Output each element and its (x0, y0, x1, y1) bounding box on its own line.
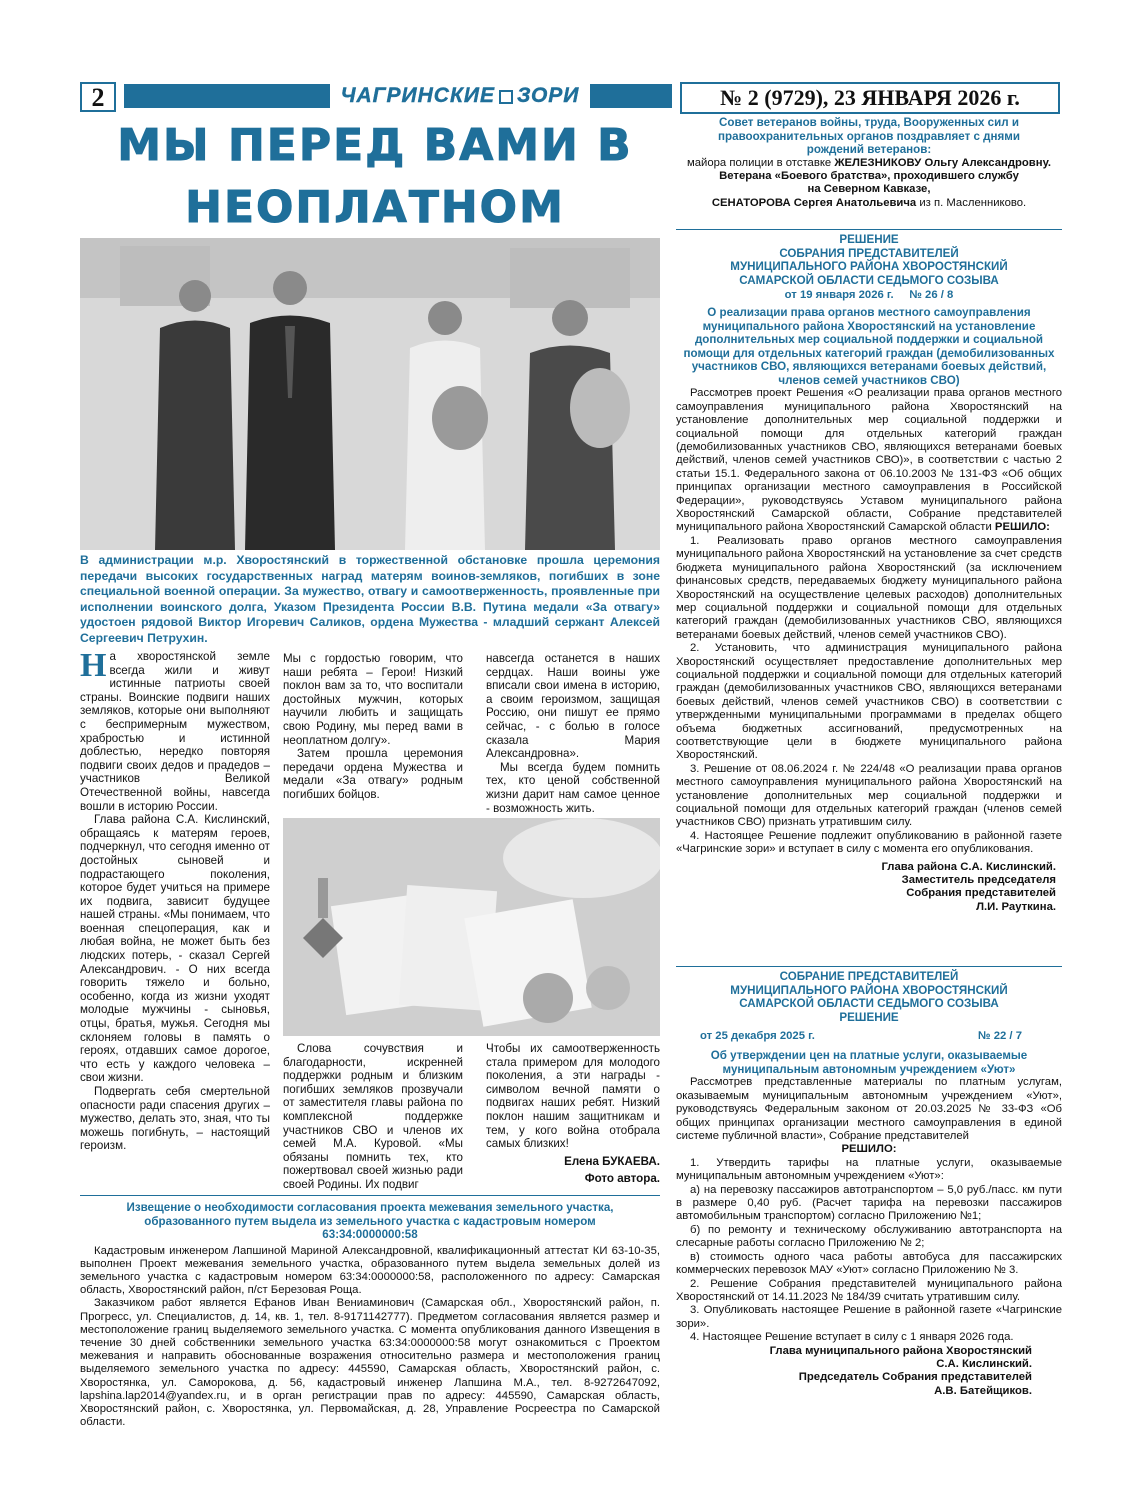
article-column-3-top (486, 652, 660, 815)
divider-1 (676, 229, 1062, 230)
notice-top-rule (80, 1195, 660, 1196)
decision-2-item-1c: в) стоимость одного часа работы автобуса для пассажирских коммерческих перевозок МАУ «Уют» согласно Приложению № 3. (676, 1250, 1062, 1277)
decision-2 (676, 970, 1062, 1398)
photo-credit: Фото автора. (584, 1172, 660, 1186)
awards-photo-illustration (283, 818, 660, 1036)
newspaper-logo (330, 82, 590, 110)
decision-2-item-1b: б) по ремонту и техническому обслуживанию автотранспорта на слесарные работы согласно Приложению № 2; (676, 1223, 1062, 1250)
decision-2-item-3: 3. Опубликовать настоящее Решение в районной газете «Чагринские зори». (676, 1304, 1062, 1330)
photo-caption: В администрации м.р. Хворостянский в торжественной обстановке прошла церемония передачи высоких государственных наград матерям воинов-земляков, погибших в зоне специальной военной операции. За мужество, отвагу и самоотверженность, проявленные при исполнении воинского долга, Указом Президента России В.В. Путина медали «За отвагу» удостоен рядовой Виктор Игоревич Саликов, ордена Мужества - младший сержант Алексей Сергеевич Петрухин. (80, 553, 660, 645)
decision-1 (676, 233, 1062, 914)
decision-2-item-1: 1. Утвердить тарифы на платные услуги, оказываемые муниципальным автономным учреждением «Уют»: (676, 1156, 1062, 1183)
decision-1-item-2: 2. Установить, что администрация муниципального района Хворостянский осуществляет предоставление дополнительных мер социальной поддержки и социальной помощи для отдельных категорий граждан (демобилизованных участников СВО, являющихся ветеранами боевых действий, членов семей участников СВО) в соответствии с утвержденными муниципальными программами в пределах общего объема бюджетных ассигнований, предусмотренных на соответствующие цели в бюджете муниципального района Хворостянский. (676, 642, 1062, 762)
birthday-greeting (676, 116, 1062, 210)
birthday-line-3: СЕНАТОРОВА Сергея Анатольевича из п. Масленниково. (711, 196, 1027, 209)
decision-2-resolved: РЕШИЛО: (841, 1143, 897, 1156)
notice-title: Извещение о необходимости согласования проекта межевания земельного участка, образованного путем выдела из земельного участка с кадастровым номером 63:34:0000000:58 (126, 1201, 614, 1241)
logo-text-right: ЗОРИ (516, 83, 580, 107)
decision-2-item-4: 4. Настоящее Решение вступает в силу с 1 января 2026 года. (690, 1331, 1014, 1344)
headline-line-2: НЕОПЛАТНОМ (185, 182, 565, 233)
decision-1-intro: Рассмотрев проект Решения «О реализации права органов местного самоуправления муниципального района Хворостянский на установление дополнительных мер социальной поддержки и социальной помощи для отдельных категорий граждан (демобилизованных участников СВО, являющихся ветеранами боевых действий, членов семей участников СВО)», в соответствии с частью 2 статьи 15.1. Федерального закона от 06.10.2003 № 131-ФЗ «Об общих принципах организации местного самоуправления в Российской Федерации», руководствуясь Уставом муниципального района Хворостянский Самарской области, Собрание представителей муниципального района Хворостянский Самарской области РЕШИЛО: (676, 387, 1062, 534)
decision-1-signature: Глава района С.А. Кислинский. Заместитель председателя Собрания представителей Л.И. Рауткина. (881, 860, 1056, 913)
article-col1-para-1: На хворостянской земле всегда жили и живут истинные патриоты своей страны. Воинские подвиги наших земляков, которые они выполняют с беспримерным мужеством, храбростью и истинной доблестью, нередко повторяя подвиги своих дедов и прадедов – участников Великой Отечественной войны, навсегда вошли в историю России. (80, 647, 270, 813)
page-number: 2 (80, 82, 116, 112)
article-author: Елена БУКАЕВА. (564, 1154, 660, 1168)
article-col3-para-1: навсегда останется в наших сердцах. Наши воины уже вписали свои имена в историю, а своим героизмом, защищая Россию, они пишут ее прямо сейчас, - с болью в голосе сказала Мария Александровна». (486, 652, 660, 761)
decision-2-heading: СОБРАНИЕ ПРЕДСТАВИТЕЛЕЙ МУНИЦИПАЛЬНОГО РАЙОНА ХВОРОСТЯНСКИЙ САМАРСКОЙ ОБЛАСТИ СЕДЬМОГО СОЗЫВА РЕШЕНИЕ (730, 970, 1008, 1024)
drop-cap: Н (80, 647, 107, 684)
decision-2-item-2: 2. Решение Собрания представителей муниципального района Хворостянский от 14.11.2023 № 184/39 считать утратившим силу. (676, 1277, 1062, 1303)
issue-info: № 2 (9729), 23 ЯНВАРЯ 2026 г. (680, 82, 1060, 114)
article-col3-bottom-para: Чтобы их самоотверженность стала примером для молодого поколения, а эти награды - символом вечной памяти о подвигах наших ребят. Низкий поклон нашим защитникам и тем, у кого война отобрала самых близких! (486, 1042, 660, 1151)
article-col2-bottom-para: Слова сочувствия и благодарности, искренней поддержки родным и близким погибших земляков прозвучали от заместителя главы района по комплексной поддержке участников СВО и членов их семей М.А. Куровой. «Мы обязаны помнить тех, кто пожертвовал своей жизнью ради своей Родины. Их подвиг (283, 1042, 463, 1191)
article-column-2-top (283, 652, 463, 802)
decision-1-item-4: 4. Настоящее Решение подлежит опубликованию в районной газете «Чагринские зори» и вступает в силу с момента его опубликования. (676, 829, 1062, 856)
decision-2-intro: Рассмотрев представленные материалы по платным услугам, оказываемым муниципальным автономным учреждением «Уют», руководствуясь Федеральным законом от 20.03.2025 № 33-ФЗ «Об общих принципах организации местного самоуправления в единой системе публичной власти», Собрание представителей (676, 1076, 1062, 1143)
article-column-2-bottom (283, 1042, 463, 1192)
logo-text-left: ЧАГРИНСКИЕ (340, 83, 495, 107)
ceremony-photo-illustration (80, 238, 660, 550)
headline-line-1: МЫ ПЕРЕД ВАМИ В (117, 120, 633, 171)
decision-2-title: Об утверждении цен на платные услуги, оказываемые муниципальным автономным учреждением «Уют» (710, 1049, 1028, 1076)
decision-2-signature: Глава муниципального района Хворостянский С.А. Кислинский. Председатель Собрания представителей А.В. Батейщиков. (769, 1344, 1032, 1397)
article-col2-para-2: Затем прошла церемония передачи ордена Мужества и медали «За отвагу» родным погибших бойцов. (283, 747, 463, 801)
land-survey-notice (80, 1201, 660, 1429)
decision-1-item-1: 1. Реализовать право органов местного самоуправления муниципального района Хворостянский на установление за счет средств бюджета муниципального района Хворостянский (за исключением финансовых средств, передаваемых бюджету муниципального района Хворостянский на осуществление целевых расходов) дополнительных мер социальной поддержки и социальной помощи для отдельных категорий граждан (демобилизованных участников СВО, являющихся ветеранами боевых действий, членов семей участников СВО). (676, 534, 1062, 641)
article-col2-para-1: Мы с гордостью говорим, что наши ребята – Герои! Низкий поклон вам за то, что воспитали достойных мужчин, которых научили любить и защищать свою Родину, мы перед вами в неоплатном долгу». (283, 652, 463, 747)
article-column-3-bottom (486, 1042, 660, 1186)
decision-1-item-3: 3. Решение от 08.06.2024 г. № 224/48 «О реализации права органов местного самоуправления муниципального района Хворостянский на установление дополнительных мер социальной поддержки и социальной помощи для отдельных категорий граждан (членов семей участников СВО) признать утратившим силу. (676, 762, 1062, 829)
article-col1-para-2: Глава района С.А. Кислинский, обращаясь к матерям героев, подчеркнул, что сегодня именно от достойных сыновей и подрастающего поколения, которое будет учиться на примере их подвига, зависит будущее нашей страны. «Мы понимаем, что военная спецоперация, как и любая война, не может быть без людских потерь, - сказал Сергей Александрович. - О них всегда говорить тяжело и больно, особенно, когда из жизни уходят молодые мужчины - сыновья, отцы, братья, мужья. Сегодня мы склоняем головы в память о героях, отдавших самое дорогое, что есть у каждого человека – свои жизни. (80, 813, 270, 1085)
logo-square-icon (499, 90, 513, 104)
birthday-title: Совет ветеранов войны, труда, Вооруженных сил и правоохранительных органов поздравляет с днями рождений ветеранов: (718, 116, 1020, 156)
awards-photo (283, 818, 660, 1036)
ceremony-photo (80, 238, 660, 550)
notice-para-1: Кадастровым инженером Лапшиной Мариной Александровной, квалификационный аттестат КИ 63-10-35, выполнен Проект межевания земельного участка, образованного путем выдела земельных долей из земельного участка с кадастровым номером 63:34:0000000:58, расположенного по адресу: Самарская область, Хворостянский район, п/ст Березовая Роща. (80, 1244, 660, 1297)
decision-2-date: от 25 декабря 2025 г. № 22 / 7 (700, 1030, 1022, 1042)
decision-1-heading: РЕШЕНИЕ СОБРАНИЯ ПРЕДСТАВИТЕЛЕЙ МУНИЦИПАЛЬНОГО РАЙОНА ХВОРОСТЯНСКИЙ САМАРСКОЙ ОБЛАСТИ СЕДЬМОГО СОЗЫВА (730, 233, 1008, 287)
decision-1-title: О реализации права органов местного самоуправления муниципального района Хворостянский на установление дополнительных мер социальной поддержки и социальной помощи для отдельных категорий граждан (демобилизованных участников СВО, являющихся ветеранами боевых действий, членов семей участников СВО) (683, 306, 1055, 387)
birthday-line-2: Ветерана «Боевого братства», проходившего службу на Северном Кавказе, (719, 169, 1019, 196)
decision-2-item-1a: а) на перевозку пассажиров автотранспортом – 5,0 руб./пасс. км пути в размере 0,40 руб. (Расчет тарифа на перевозки пассажиров автомобильным транспортом) согласно Приложению №1; (676, 1183, 1062, 1223)
decision-1-date: от 19 января 2026 г. № 26 / 8 (784, 289, 954, 301)
article-col3-para-2: Мы всегда будем помнить тех, кто ценой собственной жизни дарит нам самое ценное - возможность жить. (486, 760, 660, 815)
birthday-line-1: майора полиции в отставке ЖЕЛЕЗНИКОВУ Ольгу Александровну. (686, 156, 1052, 169)
article-column-1 (80, 647, 270, 1153)
divider-2 (676, 966, 1062, 967)
article-col1-para-3: Подвергать себя смертельной опасности ради спасения других – мужество, делать это, зная, что ты можешь погибнуть, – настоящий героизм. (80, 1085, 270, 1153)
notice-para-2: Заказчиком работ является Ефанов Иван Вениаминович (Самарская обл., Хворостянский район, п. Прогресс, ул. Специалистов, д. 14, кв. 1, тел. 8-9171142777). Предметом согласования является размер и местоположение границ выделяемого земельного участка. С момента опубликования данного Извещения в течение 30 дней собственники земельного участка 63:34:0000000:58 могут ознакомиться с Проектом межевания и направить обоснованные возражения относительно размера и местоположения границ выделяемого земельного участка по адресу: 445590, Самарская область, Хворостянский район, с. Хворостянка, ул. Саморокова, д. 56, кадастровый инженер Лапшина М.А., тел. 8-9272647092, lapshina.lap2014@yandex.ru, и в орган регистрации прав по адресу: 445590, Самарская область, Хворостянский район, с. Хворостянка, ул. Первомайская, д. 28, Управление Росреестра по Самарской области. (80, 1297, 660, 1429)
